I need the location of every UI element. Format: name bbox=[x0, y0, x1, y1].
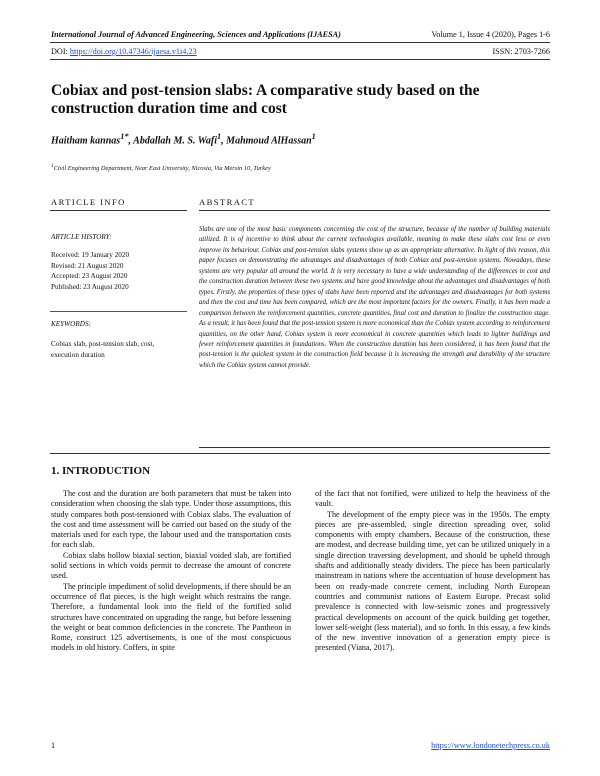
doi-label: DOI: bbox=[51, 47, 70, 56]
published-date: Published: 23 August 2020 bbox=[51, 282, 129, 291]
header-divider bbox=[50, 42, 550, 43]
intro-paragraph: The cost and the duration are both parameters that must be taken into consideration when choosing the slab type. Under those assumptions, this study compares both post-tensioned with Cobiax slabs. The evaluation of the cost and time assessment will be carried out based on the study of the materials used for each type, the labour used and the transportation costs for each slab. bbox=[51, 489, 291, 550]
intro-left-column bbox=[51, 489, 291, 654]
article-info-heading: ARTICLE INFO bbox=[51, 197, 126, 207]
author-separator: , bbox=[221, 135, 227, 147]
revised-date: Revised: 21 August 2020 bbox=[51, 261, 124, 270]
intro-right-column bbox=[315, 489, 550, 654]
author-affil-mark: 1 bbox=[217, 132, 222, 141]
abstract-text: Slabs are one of the most basic components concerning the cost of the structure, because of the number of building materials utilized. It is of incentive to think about the current technologies available, meaning to make these slabs cost less or even improve its behaviour. Cobiax and post-tension slabs systems show up as an appropriate alternative. In light of this reason, this paper focuses on demonstrating the advantages and disadvantages of both Cobiax and post-tension systems. Nowadays, these systems are very popular all around the world. It is very necessary to have a wide understanding of the differences in cost and the construction duration between these two systems and have good knowledge about the advantages and disadvantages of both types. Firstly, the properties of these types of slabs have been reported and the advantages and disadvantages for both systems and then the cost and time has been compared, which are the most important factors for the owners. Finally, it has been made a comparison between the reinforcement quantities, concrete quantities, final cost and duration to finalize the construction stage. As a result, it has been found that the post-tension system is more economical than the Cobiax system according to reinforcement quantities, on the other hand, Cobiax system is more economical in concrete quantities which leads to lighter buildings and fewer reinforcement quantities in foundations. When the construction duration has been considered, it has been found that the post-tension is the quickest system in the construction field because it is increasing the strength and durability of the structure which the Cobiax system cannot provide. bbox=[199, 226, 550, 369]
affiliation bbox=[51, 163, 271, 172]
abstract-bottom-divider bbox=[199, 447, 550, 448]
author-affil-mark: 1 bbox=[311, 132, 316, 141]
keywords-label: KEYWORDS: bbox=[51, 320, 91, 328]
author-separator: , bbox=[128, 135, 134, 147]
received-date: Received: 19 January 2020 bbox=[51, 251, 130, 259]
section-divider bbox=[50, 453, 550, 454]
author-name: Haitham kannas bbox=[51, 135, 121, 147]
introduction-heading: 1. INTRODUCTION bbox=[51, 465, 151, 477]
author-name: Mahmoud AlHassan bbox=[226, 135, 312, 147]
keywords-divider bbox=[50, 311, 187, 312]
paper-title: Cobiax and post-tension slabs: A comparative study based on the construction duration time and cost bbox=[51, 82, 480, 117]
author-list bbox=[51, 132, 316, 146]
keywords: Cobiax slab, post-tension slab, cost, execution duration bbox=[51, 340, 155, 359]
journal-name: International Journal of Advanced Engineering, Sciences and Applications (IJAESA) bbox=[51, 30, 341, 39]
article-info-divider bbox=[50, 210, 187, 211]
publisher-link[interactable]: https://www.londonetechpress.co.uk bbox=[431, 741, 550, 750]
page-number: 1 bbox=[51, 741, 56, 750]
intro-paragraph: Cobiax slabs hollow biaxial section, biaxial voided slab, are fortified solid sections in which voids permit to decrease the amount of concrete used. bbox=[51, 550, 291, 581]
intro-paragraph-continued: of the fact that not fortified, were utilized to help the heaviness of the vault. bbox=[315, 489, 550, 509]
article-history bbox=[51, 250, 129, 292]
author-name: Abdallah M. S. Wafi bbox=[133, 135, 217, 147]
article-history-label: ARTICLE HISTORY: bbox=[51, 233, 112, 241]
accepted-date: Accepted: 23 August 2020 bbox=[51, 272, 128, 281]
doi-line bbox=[51, 47, 197, 56]
author-affil-mark: 1* bbox=[120, 132, 129, 141]
intro-paragraph: The principle impediment of solid developments, if there should be an occurrence of flat pieces, is the high weight which restrains the range. Therefore, a fundamental look into the field of the fortified solid structures have concentrated on upgrading the range, but before lessening the weight or beat common deficiencies in the concrete. The Pantheon in Rome, construct 125 advertisements, is one of the most conspicuous models in old history. Coffers, in spite bbox=[51, 581, 291, 653]
intro-paragraph: The development of the empty piece was in the 1950s. The empty pieces are pre-assembled, single direction spreading over, solid components with empty chambers. Because of the construction, these are modest, and decrease building time, yet can be utilized uniquely in a single direction traversing development, and should be upheld through shafts and additionally steady dividers. The piece has been particularly mainstream in nations where the accentuation of house development has been on ready-made concrete cement, including North European countries and communist nations of Eastern Europe. Precast solid prevalence is connected with low-seismic zones and progressively practical developments on account of the quick building get together, lower self-weight (less material), and so forth. In this essay, a few kinds of the new inventive innovation of a generation empty piece is presented (Viana, 2017). bbox=[315, 509, 550, 653]
affiliation-text: Civil Engineering Department, Near East University, Nicosia, Via Mersin 10, Turkey bbox=[53, 165, 271, 173]
affiliation-mark: 1 bbox=[51, 163, 54, 169]
header-divider-bottom bbox=[50, 59, 550, 60]
abstract-heading: ABSTRACT bbox=[199, 197, 256, 207]
issn: ISSN: 2703-7266 bbox=[492, 47, 550, 56]
doi-link[interactable]: https://doi.org/10.47346/ijaesa.v1i4.23 bbox=[69, 47, 197, 56]
abstract-divider bbox=[199, 210, 550, 211]
volume-issue: Volume 1, Issue 4 (2020), Pages 1-6 bbox=[431, 30, 550, 39]
